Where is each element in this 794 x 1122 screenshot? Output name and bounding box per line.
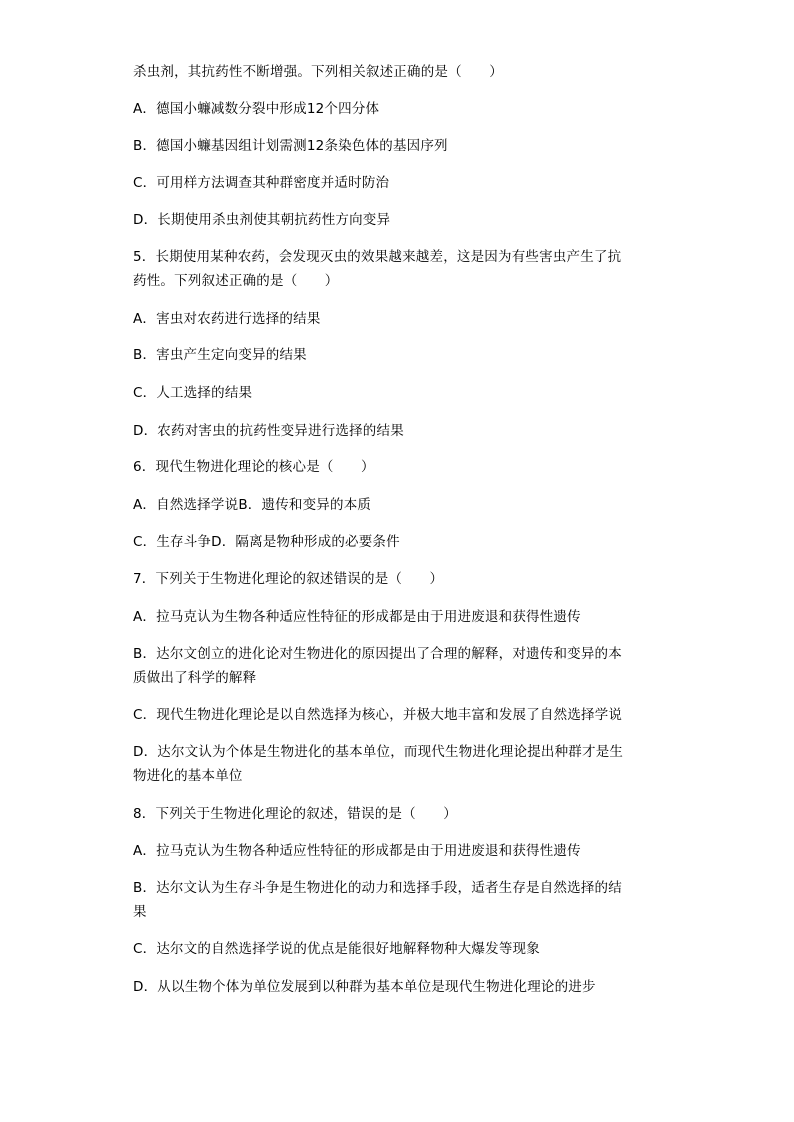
- q5-option-b: B．害虫产生定向变异的结果: [133, 347, 307, 363]
- q7-stem: 7．下列关于生物进化理论的叙述错误的是（ ）: [133, 571, 444, 587]
- q4-option-c: C．可用样方法调查其种群密度并适时防治: [133, 175, 390, 191]
- q8-option-a: A．拉马克认为生物各种适应性特征的形成都是由于用进废退和获得性遗传: [133, 843, 581, 859]
- q4-option-b: B．德国小蠊基因组计划需测12条染色体的基因序列: [133, 138, 448, 154]
- q7-option-b-line1: B．达尔文创立的进化论对生物进化的原因提出了合理的解释，对遗传和变异的本: [133, 646, 622, 662]
- q5-stem-line2: 药性。下列叙述正确的是（ ）: [133, 273, 339, 289]
- q5-option-a: A．害虫对农药进行选择的结果: [133, 311, 321, 327]
- q8-option-b-line1: B．达尔文认为生存斗争是生物进化的动力和选择手段，适者生存是自然选择的结: [133, 880, 622, 896]
- q6-options-ab: A．自然选择学说B．遗传和变异的本质: [133, 497, 372, 513]
- q7-option-c: C．现代生物进化理论是以自然选择为核心，并极大地丰富和发展了自然选择学说: [133, 707, 623, 723]
- q7-option-a: A．拉马克认为生物各种适应性特征的形成都是由于用进废退和获得性遗传: [133, 609, 581, 625]
- q6-options-cd: C．生存斗争D．隔离是物种形成的必要条件: [133, 534, 400, 550]
- q6-stem: 6．现代生物进化理论的核心是（ ）: [133, 459, 375, 475]
- q5-option-d: D．农药对害虫的抗药性变异进行选择的结果: [133, 423, 404, 439]
- q8-option-b-line2: 果: [133, 904, 147, 920]
- q8-option-d: D．从以生物个体为单位发展到以种群为基本单位是现代生物进化理论的进步: [133, 979, 596, 995]
- q5-stem-line1: 5．长期使用某种农药，会发现灭虫的效果越来越差，这是因为有些害虫产生了抗: [133, 249, 622, 265]
- q8-stem: 8．下列关于生物进化理论的叙述，错误的是（ ）: [133, 806, 457, 822]
- q7-option-d-line1: D．达尔文认为个体是生物进化的基本单位，而现代生物进化理论提出种群才是生: [133, 744, 624, 760]
- q4-option-a: A．德国小蠊减数分裂中形成12个四分体: [133, 101, 380, 117]
- q7-option-b-line2: 质做出了科学的解释: [133, 670, 257, 686]
- q5-option-c: C．人工选择的结果: [133, 385, 253, 401]
- q4-stem-continued: 杀虫剂，其抗药性不断增强。下列相关叙述正确的是（ ）: [133, 64, 503, 80]
- q8-option-c: C．达尔文的自然选择学说的优点是能很好地解释物种大爆发等现象: [133, 941, 540, 957]
- q4-option-d: D．长期使用杀虫剂使其朝抗药性方向变异: [133, 212, 391, 228]
- q7-option-d-line2: 物进化的基本单位: [133, 768, 243, 784]
